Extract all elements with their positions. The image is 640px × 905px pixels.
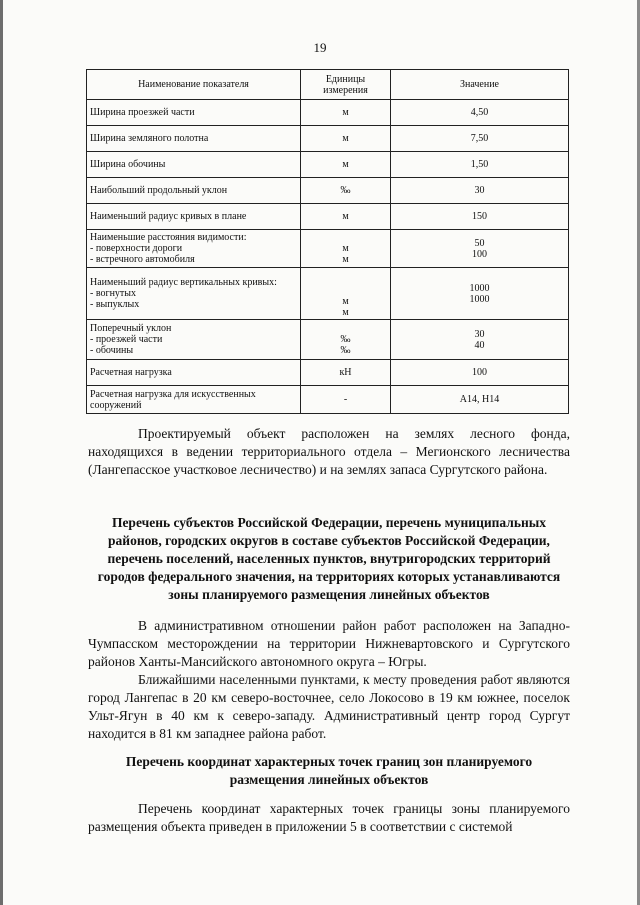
row-units: - [301, 386, 391, 414]
row-name-line: - встречного автомобиля [90, 254, 195, 265]
paragraph-coordinates: Перечень координат характерных точек границы зоны планируемого размещения объекта приведен в приложении 5 в соответствии с системой [88, 801, 570, 834]
row-name-line: - обочины [90, 345, 134, 356]
row-units-line [304, 232, 387, 243]
table-row [87, 386, 569, 414]
row-name: Ширина земляного полотна [87, 126, 301, 152]
row-value-line: 30 [474, 328, 485, 340]
table-row [87, 126, 569, 152]
table-row [87, 268, 569, 320]
row-units: м [301, 152, 391, 178]
row-name [87, 268, 301, 320]
scan-edge-left [0, 0, 3, 905]
header-value: Значение [391, 70, 569, 100]
row-name-line: - поверхности дороги [90, 243, 183, 254]
table-row [87, 230, 569, 268]
row-name-line: - вогнутых [90, 288, 137, 299]
section-heading-subjects: Перечень субъектов Российской Федерации, перечень муниципальных районов, городских округов в составе субъектов Российской Федерации, перечень поселений, населенных пунктов, внутригородских территорий городов федерального значения, на территориях которых устанавливаются зоны планируемого размещения линейных объектов [97, 515, 561, 602]
row-units [301, 230, 391, 268]
row-value-line: 1000 [469, 293, 490, 305]
row-value: А14, Н14 [391, 386, 569, 414]
row-value-line: 1000 [469, 282, 490, 294]
row-name-line: Наименьший радиус вертикальных кривых: [90, 277, 277, 288]
row-value [391, 230, 569, 268]
section-heading-coordinates: Перечень координат характерных точек границ зон планируемого размещения линейных объектов [125, 754, 533, 787]
row-value: 7,50 [391, 126, 569, 152]
row-name: Наименьший радиус кривых в плане [87, 204, 301, 230]
table-header-row [87, 70, 569, 100]
row-value: 100 [391, 360, 569, 386]
row-name [87, 320, 301, 360]
row-value [391, 268, 569, 320]
table-row [87, 100, 569, 126]
row-units: м [301, 204, 391, 230]
row-units-line [304, 323, 387, 334]
row-name-line: - проезжей части [90, 334, 163, 345]
row-value-line: 40 [474, 339, 485, 351]
table-row [87, 360, 569, 386]
parameters-table [86, 69, 569, 414]
row-units: ‰ [301, 178, 391, 204]
row-units-line: ‰ [340, 334, 351, 345]
row-name: Расчетная нагрузка [87, 360, 301, 386]
table-row [87, 204, 569, 230]
paragraph-admin: В административном отношении район работ расположен на Западно-Чумпасском месторождении на территории Нижневартовского и Сургутского районов Ханты-Мансийского автономного округа – Югры. [88, 618, 570, 669]
row-value-line: 100 [472, 248, 487, 260]
row-name: Наибольший продольный уклон [87, 178, 301, 204]
table-row [87, 320, 569, 360]
row-value: 1,50 [391, 152, 569, 178]
paragraph-settlements: Ближайшими населенными пунктами, к месту проведения работ являются город Лангепас в 20 км северо-восточнее, село Локосово в 19 км южнее, поселок Ульт-Ягун в 40 км к северо-западу. Административный центр город Сургут находится в 81 км западнее района работ. [88, 672, 570, 741]
row-name: Ширина проезжей части [87, 100, 301, 126]
header-units: Единицы измерения [301, 70, 391, 100]
row-units-line: м [342, 307, 349, 318]
row-units-line: ‰ [340, 345, 351, 356]
row-units [301, 268, 391, 320]
row-value-line: 50 [474, 237, 485, 249]
header-name: Наименование показателя [87, 70, 301, 100]
row-units: кН [301, 360, 391, 386]
row-units-line: м [342, 254, 349, 265]
row-units [301, 320, 391, 360]
row-units: м [301, 126, 391, 152]
table-row [87, 178, 569, 204]
paragraph-location: Проектируемый объект расположен на землях лесного фонда, находящихся в ведении территориального отдела – Мегионского лесничества (Лангепасское участковое лесничество) и на землях запаса Сургутского района. [88, 426, 570, 477]
row-value: 150 [391, 204, 569, 230]
row-units: м [301, 100, 391, 126]
row-name [87, 230, 301, 268]
table-row [87, 152, 569, 178]
row-name-line: Поперечный уклон [90, 323, 172, 334]
row-units-line: м [342, 243, 349, 254]
row-value: 30 [391, 178, 569, 204]
row-value: 4,50 [391, 100, 569, 126]
page-number: 19 [313, 40, 327, 55]
row-units-line: м [342, 296, 349, 307]
row-name: Ширина обочины [87, 152, 301, 178]
row-name-line: Наименьшие расстояния видимости: [90, 232, 247, 243]
row-name-line: - выпуклых [90, 299, 140, 310]
row-value [391, 320, 569, 360]
row-name: Расчетная нагрузка для искусственных сооружений [87, 386, 301, 414]
